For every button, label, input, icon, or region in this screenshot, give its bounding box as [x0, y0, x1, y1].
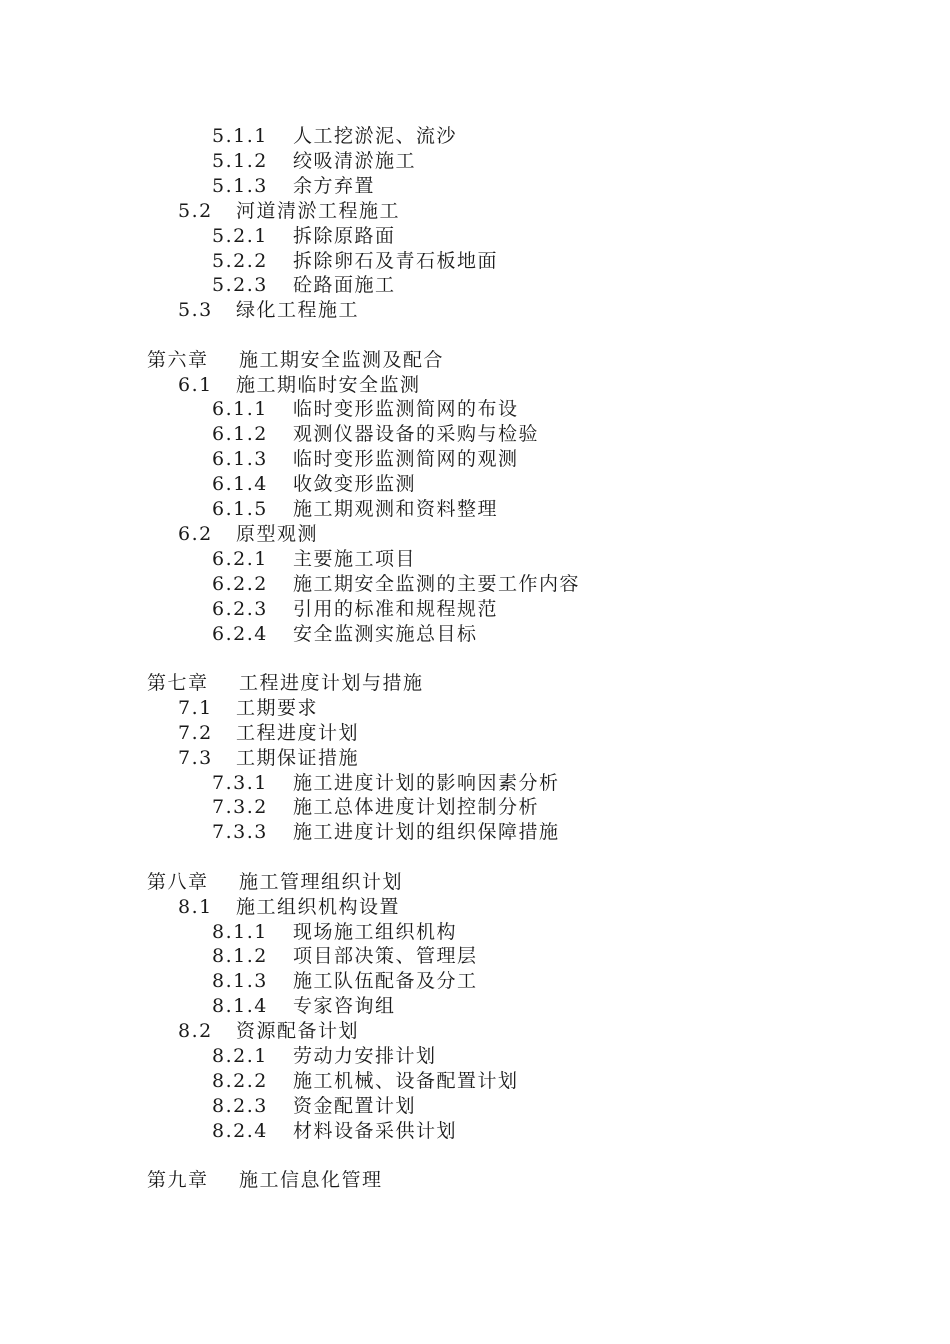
toc-sub-entry	[212, 547, 416, 572]
toc-sub-entry	[212, 124, 457, 149]
toc-sub-entry	[212, 224, 396, 249]
toc-section-entry	[178, 1019, 359, 1044]
toc-sub-entry	[212, 795, 539, 820]
toc-entry-title: 施工总体进度计划控制分析	[293, 796, 540, 818]
toc-sub-entry	[212, 994, 396, 1019]
toc-entry-number: 6.1.2	[212, 423, 268, 445]
toc-entry-number: 7.3	[178, 747, 213, 769]
toc-entry-title: 砼路面施工	[293, 274, 396, 296]
toc-entry-number: 8.1.3	[212, 970, 268, 992]
toc-entry-number: 6.2.3	[212, 598, 268, 620]
toc-chapter-entry	[147, 671, 424, 696]
toc-entry-number: 8.1.2	[212, 945, 268, 967]
toc-sub-entry	[212, 1094, 416, 1119]
toc-sub-entry	[212, 249, 498, 274]
toc-chapter-entry	[147, 348, 444, 373]
toc-section-entry	[178, 199, 400, 224]
toc-entry-title: 资金配置计划	[293, 1095, 417, 1117]
toc-entry-number: 6.1.1	[212, 398, 268, 420]
toc-sub-entry	[212, 1119, 457, 1144]
toc-entry-number: 8.1	[178, 896, 213, 918]
toc-entry-number: 8.1.4	[212, 995, 268, 1017]
toc-entry-title: 施工队伍配备及分工	[293, 970, 478, 992]
toc-sub-entry	[212, 422, 539, 447]
toc-entry-number: 7.2	[178, 722, 213, 744]
toc-entry-title: 绞吸清淤施工	[293, 150, 417, 172]
toc-sub-entry	[212, 820, 560, 845]
toc-entry-title: 施工进度计划的组织保障措施	[293, 821, 560, 843]
toc-entry-number: 5.2.2	[212, 250, 268, 272]
toc-entry-title: 引用的标准和规程规范	[293, 598, 499, 620]
toc-sub-entry	[212, 944, 478, 969]
toc-sub-entry	[212, 597, 498, 622]
toc-entry-number: 5.2.1	[212, 225, 268, 247]
toc-entry-title: 材料设备采供计划	[293, 1120, 458, 1142]
toc-entry-number: 8.2	[178, 1020, 213, 1042]
toc-entry-title: 资源配备计划	[236, 1020, 360, 1042]
toc-entry-number: 6.1	[178, 374, 213, 396]
toc-entry-number: 第九章	[147, 1169, 209, 1191]
toc-sub-entry	[212, 472, 416, 497]
toc-entry-title: 施工管理组织计划	[239, 871, 404, 893]
toc-entry-title: 施工期安全监测的主要工作内容	[293, 573, 581, 595]
toc-entry-number: 5.1.2	[212, 150, 268, 172]
toc-entry-title: 劳动力安排计划	[293, 1045, 437, 1067]
toc-sub-entry	[212, 771, 560, 796]
toc-entry-title: 施工组织机构设置	[236, 896, 401, 918]
toc-entry-title: 收敛变形监测	[293, 473, 417, 495]
toc-section-entry	[178, 298, 359, 323]
toc-entry-number: 7.3.3	[212, 821, 268, 843]
toc-entry-number: 第六章	[147, 349, 209, 371]
toc-entry-number: 7.3.1	[212, 772, 268, 794]
toc-entry-number: 7.3.2	[212, 796, 268, 818]
toc-entry-number: 8.1.1	[212, 921, 268, 943]
toc-sub-entry	[212, 1044, 437, 1069]
toc-entry-number: 5.2.3	[212, 274, 268, 296]
toc-sub-entry	[212, 920, 457, 945]
toc-chapter-entry	[147, 870, 403, 895]
toc-entry-title: 施工信息化管理	[239, 1169, 383, 1191]
toc-section-entry	[178, 373, 421, 398]
toc-section-entry	[178, 721, 359, 746]
toc-entry-title: 工期保证措施	[236, 747, 360, 769]
toc-sub-entry	[212, 622, 478, 647]
toc-sub-entry	[212, 572, 580, 597]
toc-entry-number: 6.2.2	[212, 573, 268, 595]
toc-sub-entry	[212, 1069, 519, 1094]
toc-sub-entry	[212, 273, 396, 298]
toc-entry-title: 余方弃置	[293, 175, 376, 197]
toc-entry-title: 施工机械、设备配置计划	[293, 1070, 519, 1092]
toc-sub-entry	[212, 447, 519, 472]
toc-entry-title: 临时变形监测简网的布设	[293, 398, 519, 420]
toc-entry-number: 8.2.1	[212, 1045, 268, 1067]
toc-entry-title: 施工期安全监测及配合	[239, 349, 445, 371]
toc-entry-title: 施工进度计划的影响因素分析	[293, 772, 560, 794]
toc-entry-number: 6.2.4	[212, 623, 268, 645]
toc-entry-number: 6.2.1	[212, 548, 268, 570]
toc-sub-entry	[212, 174, 375, 199]
toc-entry-number: 第七章	[147, 672, 209, 694]
toc-entry-number: 5.1.3	[212, 175, 268, 197]
toc-chapter-entry	[147, 1168, 383, 1193]
toc-entry-number: 7.1	[178, 697, 213, 719]
toc-entry-title: 项目部决策、管理层	[293, 945, 478, 967]
toc-entry-title: 工程进度计划与措施	[239, 672, 424, 694]
toc-sub-entry	[212, 497, 498, 522]
toc-entry-title: 河道清淤工程施工	[236, 200, 401, 222]
toc-entry-number: 6.1.3	[212, 448, 268, 470]
toc-entry-number: 第八章	[147, 871, 209, 893]
toc-entry-number: 6.1.5	[212, 498, 268, 520]
toc-section-entry	[178, 746, 359, 771]
toc-entry-title: 安全监测实施总目标	[293, 623, 478, 645]
toc-entry-title: 现场施工组织机构	[293, 921, 458, 943]
toc-entry-number: 5.1.1	[212, 125, 268, 147]
toc-entry-number: 6.1.4	[212, 473, 268, 495]
toc-entry-title: 人工挖淤泥、流沙	[293, 125, 458, 147]
toc-entry-title: 绿化工程施工	[236, 299, 360, 321]
toc-entry-title: 拆除原路面	[293, 225, 396, 247]
toc-sub-entry	[212, 397, 519, 422]
toc-entry-number: 8.2.4	[212, 1120, 268, 1142]
toc-section-entry	[178, 895, 400, 920]
toc-entry-title: 拆除卵石及青石板地面	[293, 250, 499, 272]
toc-entry-number: 8.2.2	[212, 1070, 268, 1092]
toc-entry-number: 6.2	[178, 523, 213, 545]
toc-entry-number: 5.3	[178, 299, 213, 321]
toc-sub-entry	[212, 149, 416, 174]
toc-entry-title: 原型观测	[236, 523, 319, 545]
toc-sub-entry	[212, 969, 478, 994]
toc-entry-number: 8.2.3	[212, 1095, 268, 1117]
toc-section-entry	[178, 522, 318, 547]
toc-entry-title: 工期要求	[236, 697, 319, 719]
toc-entry-title: 施工期观测和资料整理	[293, 498, 499, 520]
toc-entry-title: 专家咨询组	[293, 995, 396, 1017]
toc-entry-title: 施工期临时安全监测	[236, 374, 421, 396]
toc-entry-title: 工程进度计划	[236, 722, 360, 744]
toc-entry-number: 5.2	[178, 200, 213, 222]
toc-entry-title: 主要施工项目	[293, 548, 417, 570]
toc-entry-title: 观测仪器设备的采购与检验	[293, 423, 540, 445]
toc-entry-title: 临时变形监测简网的观测	[293, 448, 519, 470]
toc-section-entry	[178, 696, 318, 721]
